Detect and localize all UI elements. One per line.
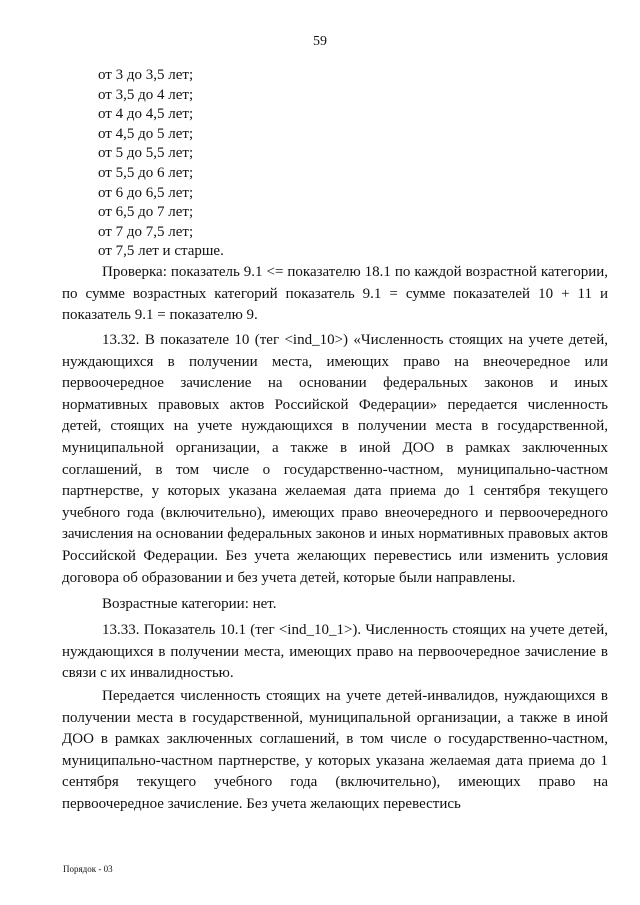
section-13-32-paragraph: 13.32. В показателе 10 (тег <ind_10>) «Численность стоящих на учете детей, нуждающихся в получении места, имеющих право на внеочередное или первоочередное зачисление на основании федеральных законов и иных нормативных правовых актов Российской Федерации» передается численность детей, стоящих на учете нуждающихся в получении места в государственной, муниципальной организации, а также в иной ДОО в рамках заключенных соглашений, в том числе о государственно-частном, муниципально-частном партнерстве, у которых указана желаемая дата приема до 1 сентября текущего учебного года (включительно), имеющих право внеочередного и первоочередного зачисления на основании федеральных законов и иных нормативных правовых актов Российской Федерации. Без учета желающих перевестись или изменить условия договора об образовании и без учета детей, которые были направлены. (62, 332, 608, 586)
page-number: 59 (313, 34, 327, 49)
list-item: от 6,5 до 7 лет; (98, 204, 194, 221)
list-item: от 5,5 до 6 лет; (98, 164, 194, 181)
check-paragraph: Проверка: показатель 9.1 <= показателю 18.1 по каждой возрастной категории, по сумме возрастных категорий показатель 9.1 = сумме показателей 10 + 11 и показатель 9.1 = показателю 9. (62, 264, 608, 324)
list-item: от 6 до 6,5 лет; (98, 184, 194, 201)
transmitted-count-paragraph: Передается численность стоящих на учете детей-инвалидов, нуждающихся в получении места в государственной, муниципальной организации, а также в иной ДОО в рамках заключенных соглашений, в том числе о государственно-частном, муниципально-частном партнерстве, у которых указана желаемая дата приема до 1 сентября текущего учебного года (включительно), имеющих право на первоочередное зачисление. Без учета желающих перевестись (62, 688, 608, 812)
age-range-list (98, 66, 224, 262)
list-item: от 5 до 5,5 лет; (98, 145, 194, 162)
list-item: от 7 до 7,5 лет; (98, 223, 194, 240)
list-item: от 3,5 до 4 лет; (98, 86, 194, 103)
list-item: от 4,5 до 5 лет; (98, 125, 194, 142)
footer-label: Порядок - 03 (63, 864, 113, 874)
list-item: от 4 до 4,5 лет; (98, 106, 194, 123)
list-item: от 3 до 3,5 лет; (98, 67, 194, 83)
list-item: от 7,5 лет и старше. (98, 243, 224, 260)
age-categories-paragraph: Возрастные категории: нет. (102, 596, 277, 612)
section-13-33-paragraph: 13.33. Показатель 10.1 (тег <ind_10_1>). Численность стоящих на учете детей, нуждающихся в получении места, имеющих право на первоочередное зачисление в связи с их инвалидностью. (62, 622, 608, 682)
